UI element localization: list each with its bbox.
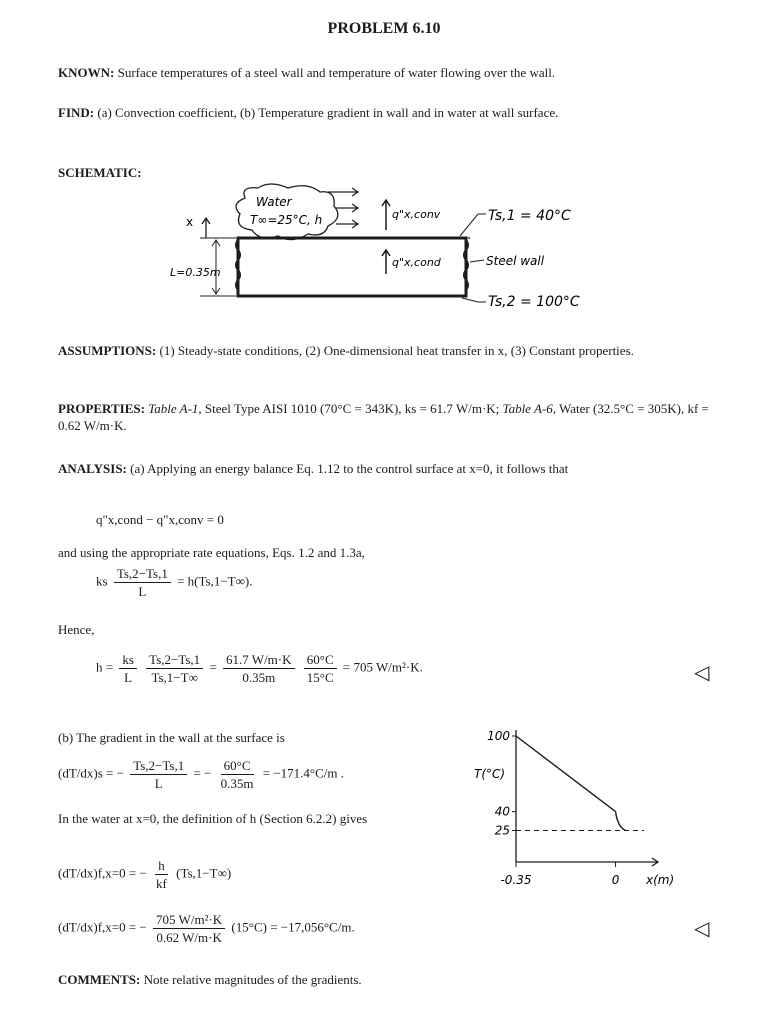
properties-label: PROPERTIES: bbox=[58, 401, 145, 416]
h-result: = 705 W/m²·K. bbox=[342, 659, 423, 675]
water-numeric-den: 0.62 W/m·K bbox=[156, 930, 222, 945]
water-definition-text: In the water at x=0, the definition of h (Section 6.2.2) gives bbox=[58, 811, 368, 826]
q-cond-arrow bbox=[382, 250, 390, 274]
ts2-label: Ts,2 = 100°C bbox=[488, 294, 580, 310]
h-fraction-4 bbox=[304, 652, 337, 685]
schematic-label: SCHEMATIC: bbox=[58, 165, 142, 180]
q-conv-label: q"x,conv bbox=[392, 208, 441, 221]
water-gradient-numeric-equation bbox=[58, 912, 355, 945]
analysis-intro: (a) Applying an energy balance Eq. 1.12 to the control surface at x=0, it follows that bbox=[130, 461, 569, 476]
wall-gradient-f2-num: 60°C bbox=[221, 758, 254, 775]
wall-gradient-result: = −171.4°C/m . bbox=[262, 765, 345, 781]
known-label: KNOWN: bbox=[58, 65, 115, 80]
water-gradient-num: h bbox=[155, 858, 168, 875]
find-text: (a) Convection coefficient, (b) Temperature gradient in wall and in water at wall surface. bbox=[97, 105, 559, 120]
water-conditions: T∞=25°C, h bbox=[250, 213, 323, 227]
q-cond-label: q"x,cond bbox=[392, 256, 441, 269]
q-conv-arrow bbox=[382, 200, 390, 230]
rate-eq-numerator: Ts,2−Ts,1 bbox=[114, 566, 171, 583]
ts2-leader bbox=[462, 298, 486, 302]
wall-gradient-f2-den: 0.35m bbox=[220, 776, 254, 791]
h-fraction-3-num: 61.7 W/m·K bbox=[223, 652, 294, 669]
steel-wall-label: Steel wall bbox=[486, 254, 545, 268]
rate-equations-text: and using the appropriate rate equations, Eqs. 1.2 and 1.3a, bbox=[58, 545, 365, 560]
convection-coefficient-equation bbox=[96, 652, 423, 685]
x-axis-label: x bbox=[186, 215, 194, 229]
wall-gradient-fraction-1 bbox=[130, 758, 187, 791]
properties-table-a6: Table A-6, bbox=[502, 401, 556, 416]
wall-temperature-line bbox=[516, 736, 616, 812]
chart-x-label: x(m) bbox=[646, 873, 674, 887]
comments-section bbox=[58, 972, 362, 988]
water-label: Water bbox=[256, 195, 292, 209]
find-label: FIND: bbox=[58, 105, 95, 120]
rate-eq-lhs: ks bbox=[96, 573, 108, 589]
analysis-label: ANALYSIS: bbox=[58, 461, 127, 476]
y-tick-label: 40 bbox=[494, 804, 510, 819]
y-tick-label: 100 bbox=[487, 729, 510, 743]
h-fraction-1-num: ks bbox=[119, 652, 137, 669]
thickness-label: L=0.35m bbox=[170, 266, 221, 279]
wall-gradient-equation bbox=[58, 758, 344, 791]
wall-gradient-fraction-2 bbox=[218, 758, 257, 791]
x-axis-arrow bbox=[202, 218, 210, 238]
page-title: PROBLEM 6.10 bbox=[327, 20, 441, 37]
properties-table-a1: Table A-1, bbox=[148, 401, 202, 416]
water-gradient-lhs: (dT/dx)f,x=0 = − bbox=[58, 865, 147, 881]
y-tick-label: 25 bbox=[494, 823, 510, 838]
rate-eq-fraction bbox=[114, 566, 171, 599]
wall-gradient-mid: = − bbox=[193, 765, 212, 781]
rate-eq-rhs: = h(Ts,1−T∞). bbox=[177, 573, 253, 589]
water-numeric-fraction bbox=[153, 912, 225, 945]
h-fraction-3 bbox=[223, 652, 294, 685]
h-lhs: h = bbox=[96, 659, 114, 675]
boundary-layer-curve bbox=[616, 812, 626, 831]
h-fraction-2 bbox=[146, 652, 203, 685]
water-numeric-lhs: (dT/dx)f,x=0 = − bbox=[58, 919, 147, 935]
known-section bbox=[58, 64, 720, 81]
properties-steel-text: Steel Type AISI 1010 (70°C = 343K), ks = 61.7 W/m·K; bbox=[204, 401, 500, 416]
temperature-profile-chart bbox=[474, 722, 674, 890]
wall-gradient-f1-den: L bbox=[154, 776, 163, 791]
water-gradient-den: kf bbox=[156, 876, 167, 891]
water-gradient-fraction bbox=[153, 858, 170, 891]
water-gradient-rhs: (Ts,1−T∞) bbox=[176, 865, 232, 881]
water-numeric-num: 705 W/m²·K bbox=[153, 912, 225, 929]
steel-wall-leader bbox=[470, 260, 484, 262]
h-fraction-1 bbox=[119, 652, 137, 685]
answer-marker-b: ◁ bbox=[694, 916, 710, 940]
wall-gradient-f1-num: Ts,2−Ts,1 bbox=[130, 758, 187, 775]
h-equals: = bbox=[209, 659, 217, 675]
assumptions-text: (1) Steady-state conditions, (2) One-dimensional heat transfer in x, (3) Constant properties. bbox=[159, 343, 634, 358]
h-fraction-2-den: Ts,1−T∞ bbox=[151, 670, 198, 685]
schematic-diagram bbox=[160, 180, 600, 320]
x-tick-label: -0.35 bbox=[500, 873, 532, 887]
find-section bbox=[58, 104, 720, 121]
analysis-section bbox=[58, 460, 720, 477]
hence-text: Hence, bbox=[58, 622, 95, 637]
assumptions-label: ASSUMPTIONS: bbox=[58, 343, 157, 358]
ts1-label: Ts,1 = 40°C bbox=[488, 208, 571, 224]
h-fraction-4-num: 60°C bbox=[304, 652, 337, 669]
rate-eq-denominator: L bbox=[138, 584, 147, 599]
h-fraction-1-den: L bbox=[124, 670, 133, 685]
comments-text: Note relative magnitudes of the gradients. bbox=[143, 972, 362, 987]
wall-gradient-lhs: (dT/dx)s = − bbox=[58, 765, 124, 781]
rate-equation bbox=[96, 566, 252, 599]
energy-balance-equation: q"x,cond − q"x,conv = 0 bbox=[96, 512, 224, 527]
known-text: Surface temperatures of a steel wall and temperature of water flowing over the wall. bbox=[117, 65, 556, 80]
h-fraction-4-den: 15°C bbox=[306, 670, 334, 685]
x-tick-label: 0 bbox=[611, 873, 620, 887]
part-b-text: (b) The gradient in the wall at the surface is bbox=[58, 730, 285, 745]
ts1-leader bbox=[460, 214, 486, 236]
h-fraction-3-den: 0.35m bbox=[242, 670, 276, 685]
assumptions-section bbox=[58, 342, 720, 359]
water-numeric-result: (15°C) = −17,056°C/m. bbox=[231, 919, 355, 935]
answer-marker-a: ◁ bbox=[694, 660, 710, 684]
h-fraction-2-num: Ts,2−Ts,1 bbox=[146, 652, 203, 669]
water-cloud bbox=[236, 184, 338, 240]
chart-y-label: T(°C) bbox=[474, 767, 506, 781]
water-gradient-equation bbox=[58, 858, 231, 891]
flow-arrows bbox=[328, 188, 358, 228]
chart-plot-area bbox=[474, 729, 674, 887]
properties-water-text: Water (32.5°C = 305K), kf = 0.62 W/m·K. bbox=[58, 401, 709, 433]
properties-section bbox=[58, 400, 720, 434]
comments-label: COMMENTS: bbox=[58, 972, 141, 987]
